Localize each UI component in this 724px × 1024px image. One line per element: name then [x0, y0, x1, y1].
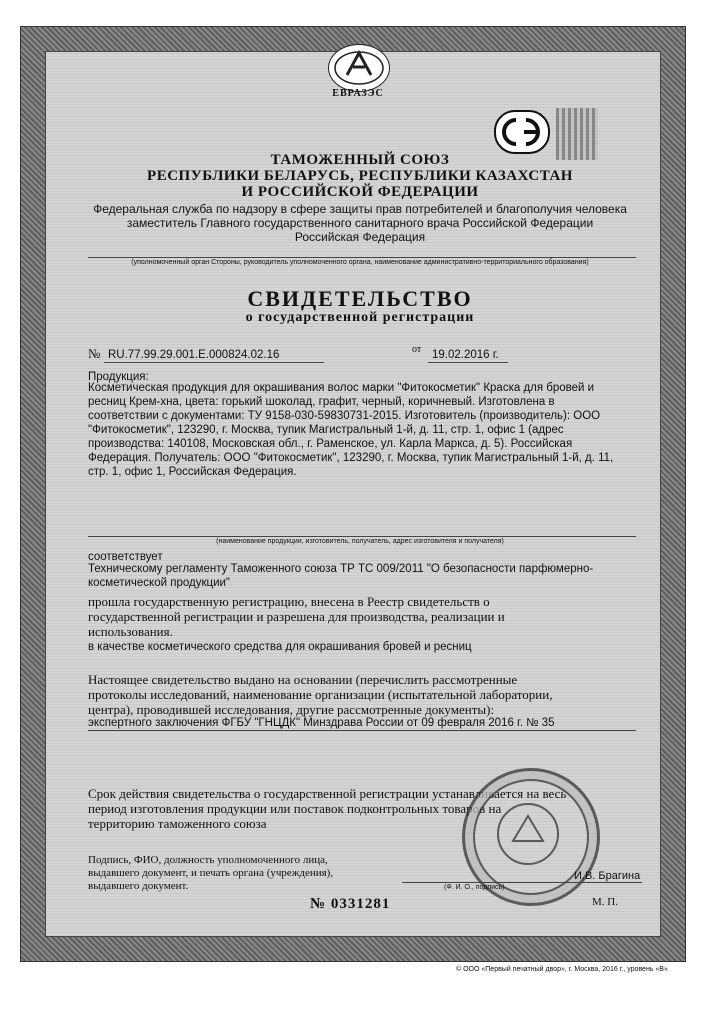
registration-purpose: в качестве косметического средства для окрашивания бровей и ресниц — [88, 641, 472, 653]
signature-line: Подпись, ФИО, должность уполномоченного лица, — [88, 854, 328, 866]
validity-line: территорию таможенного союза — [88, 816, 267, 831]
signature-line: выдавшего документ, и печать органа (учреждения), — [88, 867, 334, 879]
authority-line-1: Федеральная служба по надзору в сфере защиты прав потребителей и благополучия человека — [93, 202, 627, 216]
registration-line: государственной регистрации и разрешена для производства, реализации и — [88, 609, 505, 624]
conformity-label: соответствует — [88, 551, 163, 563]
printer-imprint: © ООО «Первый печатный двор», г. Москва, 2016 г., уровень «В» — [456, 966, 668, 973]
registration-line: использования. — [88, 624, 173, 639]
date-label: от — [412, 344, 422, 355]
product-line: соответствии с документами: ТУ 9158-030-59830731-2015. Изготовитель (производитель): ООО — [88, 410, 601, 422]
registration-line: прошла государственную регистрацию, внесена в Реестр свидетельств о — [88, 594, 490, 609]
serial-number: № 0331281 — [310, 896, 391, 912]
product-line: Федерация. Получатель: ООО "Фитокосметик", 123290, г. Москва, тупик Магистральный 1-й, д. 11, — [88, 452, 614, 464]
certificate-number: RU.77.99.29.001.Е.000824.02.16 — [108, 349, 280, 361]
certificate-date: 19.02.2016 г. — [432, 349, 499, 361]
basis-line: Настоящее свидетельство выдано на основании (перечислить рассмотренные — [88, 672, 518, 687]
product-line: Косметическая продукция для окрашивания волос марки "Фитокосметик" Краска для бровей и — [88, 382, 595, 394]
signatory-name: И.В. Брагина — [574, 870, 641, 882]
number-label: № — [88, 346, 101, 361]
header-russia: И РОССИЙСКОЙ ФЕДЕРАЦИИ — [241, 184, 479, 200]
header-union: ТАМОЖЕННЫЙ СОЮЗ — [270, 152, 450, 168]
authority-line-2: заместитель Главного государственного санитарного врача Российской Федерации — [126, 216, 594, 230]
conformity-line: Техническому регламенту Таможенного союза ТР ТС 009/2011 "О безопасности парфюмерно- — [88, 563, 594, 575]
seal-label: М. П. — [592, 896, 618, 908]
signature-caption: (Ф. И. О., подпись) — [444, 884, 505, 891]
validity-line: Срок действия свидетельства о государственной регистрации устанавливается на весь — [88, 786, 567, 801]
registration-text — [88, 594, 648, 639]
basis-text — [88, 672, 648, 717]
conformity-text — [88, 562, 648, 590]
product-caption: (наименование продукции, изготовитель, получатель, адрес изготовителя и получателя) — [216, 538, 504, 545]
authority-line-3: Российская Федерация — [294, 230, 426, 244]
product-description — [88, 381, 648, 479]
product-line: ресниц Крем-хна, цвета: горький шоколад, графит, черный, коричневый. Изготовлена в — [88, 396, 555, 408]
basis-value: экспертного заключения ФГБУ "ГНЦДК" Минздрава России от 09 февраля 2016 г. № 35 — [88, 717, 555, 729]
authority-caption: (уполномоченный орган Стороны, руководитель уполномоченного органа, наименование административно-территориального образования) — [131, 259, 589, 266]
eurasec-emblem-icon — [328, 44, 390, 92]
conformity-line: косметической продукции" — [88, 577, 231, 589]
product-line: производства: 140108, Московская обл., г. Раменское, ул. Карла Маркса, д. 5). Российская — [88, 438, 573, 450]
signature-line: выдавшего документ. — [88, 880, 189, 892]
certificate-title: СВИДЕТЕЛЬСТВО — [247, 286, 473, 311]
validity-line: период изготовления продукции или поставок подконтрольных товаров на — [88, 801, 502, 816]
product-line: стр. 1, офис 1, Российская Федерация. — [88, 466, 297, 478]
signature-block — [88, 854, 333, 893]
product-label: Продукция: — [88, 371, 149, 383]
basis-line: протоколы исследований, наименование организации (испытательной лаборатории, — [88, 687, 553, 702]
eurasec-logo — [316, 44, 400, 104]
product-line: "Фитокосметик", 123290, г. Москва, тупик Магистральный 1-й, д. 11, стр. 1, офис 1 (адрес — [88, 424, 564, 436]
certificate-subtitle: о государственной регистрации — [245, 310, 475, 325]
basis-line: центра), проводившей исследования, другие рассмотренные документы): — [88, 702, 495, 717]
conformity-mark-icon — [494, 110, 550, 154]
header-republics: РЕСПУБЛИКИ БЕЛАРУСЬ, РЕСПУБЛИКИ КАЗАХСТАН — [147, 168, 573, 184]
logo-text: ЕВРАЗЭС — [332, 88, 384, 99]
